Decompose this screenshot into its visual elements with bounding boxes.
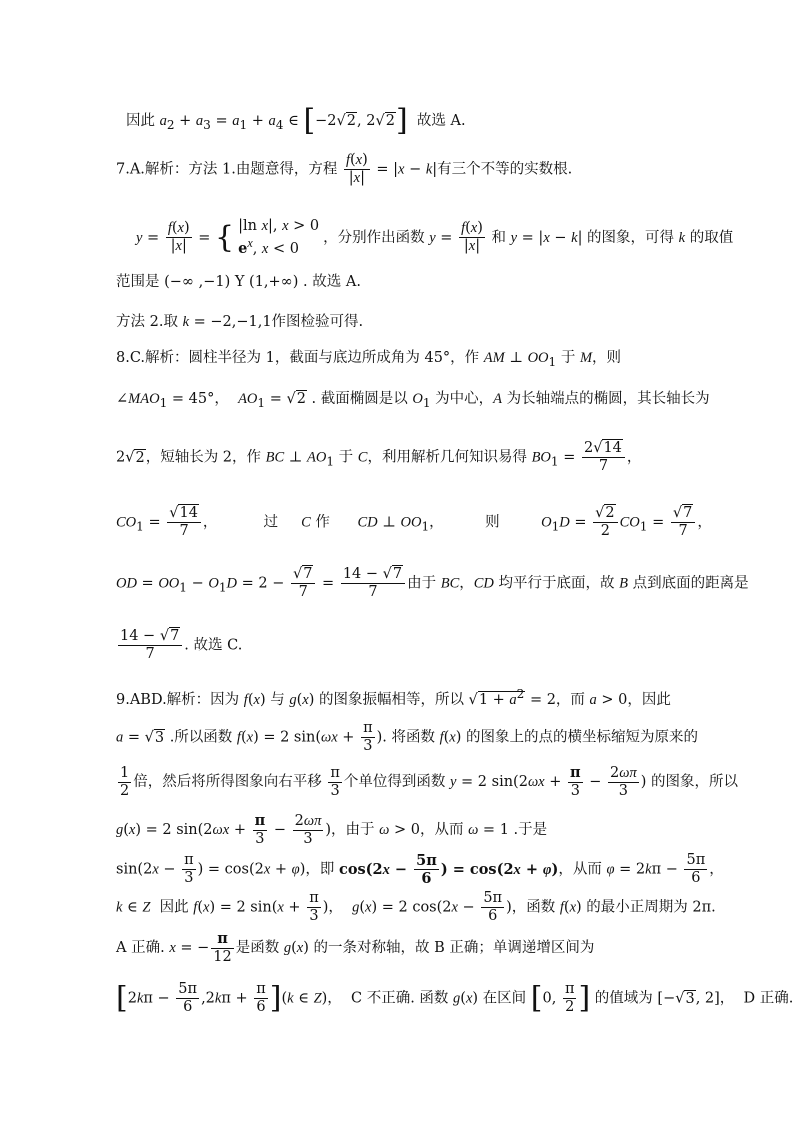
text-line-l19: [2kπ − $\frac{5\pi}{6}$ ,2kπ + $\frac{\pi}{6}$ ](k ∈ Z)， C 不正确. 函数 g(x) 在区间 [0, $\frac{\pi}{2}$ ] 的值域为 [−√3, 2]， D 正确. bbox=[116, 980, 794, 1016]
text-line-l15: g(x) = 2 sin(2ωx + $\frac{\pi}{3}$ − $\frac{2\omega\pi}{3}$ )，由于 ω > 0，从而 ω = 1 .于是 bbox=[116, 812, 548, 847]
text-line-l3: y = $\frac{f(x)}{|x|}$ = { |ln x|, x > 0 $e^x$, x < 0 ，分别作出函数 y = $\frac{f(x)}{|x|}$ 和 y = |x − k| 的图象，可得 k 的取值 bbox=[136, 218, 734, 257]
text-line-l2: 7.A.解析：方法 1.由题意得，方程 $\frac{f(x)}{|x|}$ = |x − k|有三个不等的实数根. bbox=[116, 152, 573, 186]
text-line-l17: k ∈ Z 因此 f(x) = 2 sin(x + $\frac{\pi}{3}$ )， g(x) = 2 cos(2x − $\frac{5\pi}{6}$ )，函数 f(x) 的最小正周期为 2π. bbox=[116, 890, 716, 924]
text-line-l8: 2√2，短轴长为 2，作 BC ⊥ $AO_1$ 于 C，利用解析几何知识易得 $BO_1$ = $\frac{2√14}{7}$ ， bbox=[116, 440, 642, 474]
text-line-l5: 方法 2.取 k = −2,−1,1作图检验可得. bbox=[116, 314, 364, 330]
text-line-l18: A 正确. x = − $\frac{\pi}{12}$ 是函数 g(x) 的一条对称轴，故 B 正确；单调递增区间为 bbox=[116, 930, 595, 965]
text-line-l16: sin(2x − $\frac{\pi}{3}$ ) = cos(2x + φ)，即 cos(2x − $\frac{5\pi}{6}$ ) = cos(2x + φ)，从而 φ = 2kπ − $\frac{5\pi}{6}$ ， bbox=[116, 852, 724, 887]
text-line-l6: 8.C.解析：圆柱半径为 1，截面与底边所成角为 45°，作 AM ⊥ $OO_1$ 于 M，则 bbox=[116, 350, 622, 369]
text-line-l14: $\frac{1}{2}$ 倍，然后将所得图象向右平移 $\frac{\pi}{3}$ 个单位得到函数 y = 2 sin(2ωx + $\frac{\pi}{3}$ − $\frac{2\omega\pi}{3}$ ) 的图象，所以 bbox=[120, 764, 739, 799]
text-line-l4: 范围是 (−∞ ,−1) Y (1,+∞) . 故选 A. bbox=[116, 274, 361, 290]
text-line-l7: $\angle MAO_1 = 45^\circ$， $AO_1 = √2$ . 截面椭圆是以 $O_1$ 为中心，A 为长轴端点的椭圆，其长轴长为 bbox=[116, 391, 710, 410]
text-line-l1: 因此 $a_2 + a_3 = a_1 + a_4$ ∈ [−2√2, 2√2] 故选 A. bbox=[126, 103, 466, 138]
text-line-l9: $CO_1$ = $\frac{√14}{7}$ ， 过 C 作 CD ⊥ $OO_1$， 则 $O_1D$ = $\frac{√2}{2}$ $CO_1$ = $\frac{√7}{7}$ ， bbox=[116, 505, 712, 539]
text-line-l13: a = √3 .所以函数 f(x) = 2 sin(ωx + $\frac{\pi}{3}$ ). 将函数 f(x) 的图象上的点的横坐标缩短为原来的 bbox=[116, 720, 698, 754]
text-line-l10: OD = $OO_1 - O_1D = 2$ − $\frac{√7}{7}$ = $\frac{14 - √7}{7}$ 由于 BC，CD 均平行于底面，故 B 点到底面的距离是 bbox=[116, 566, 749, 600]
text-line-l11: $\frac{14 - √7}{7}$ . 故选 C. bbox=[120, 628, 243, 662]
text-line-l12: 9.ABD.解析：因为 f(x) 与 g(x) 的图象振幅相等，所以 $√1 + a^2 = 2$，而 a > 0，因此 bbox=[116, 687, 671, 708]
